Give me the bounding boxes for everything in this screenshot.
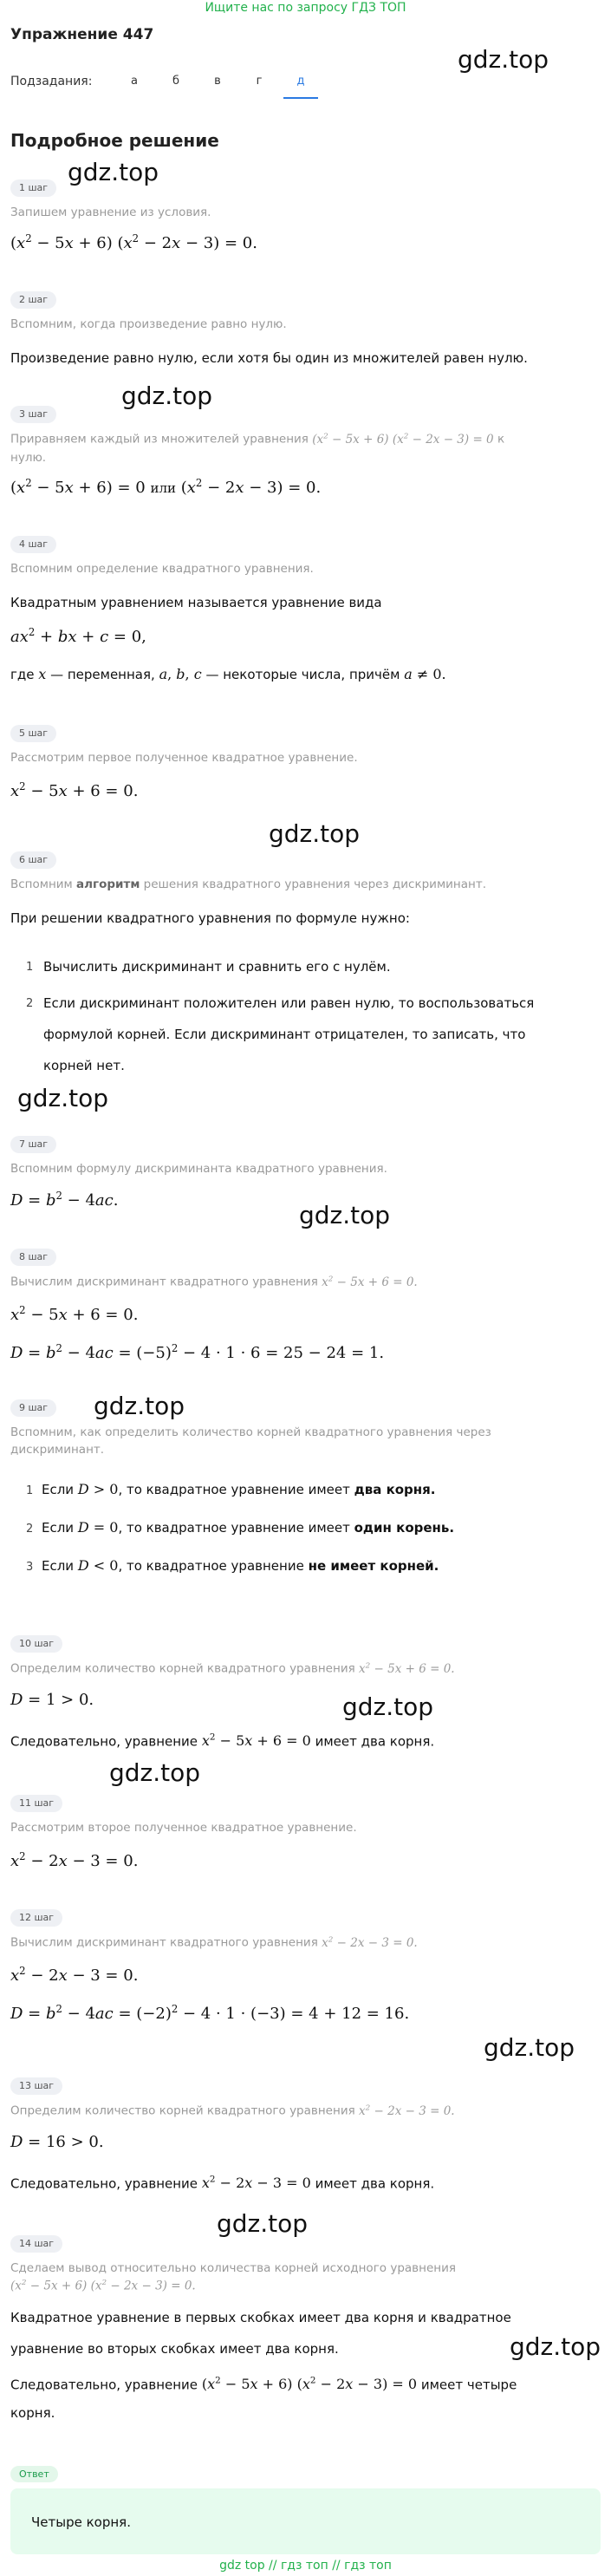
list-item-cont: формулой корней. Если дискриминант отрицателен, то записать, что [43, 1027, 526, 1042]
step-hint: Вспомним определение квадратного уравнения. [10, 562, 314, 576]
step-text: При решении квадратного уравнения по формуле нужно: [10, 910, 410, 926]
list-item-cont: корней нет. [43, 1058, 125, 1073]
equation: $D = b^2 - 4ac$. [10, 1190, 119, 1210]
answer-text: Четыре корня. [31, 2514, 131, 2530]
watermark: gdz.top [342, 1692, 434, 1721]
step-text: Следовательно, уравнение $x^2 - 5x + 6 = 0$ имеет два корня. [10, 1732, 435, 1750]
step-text: Следовательно, уравнение $(x^2 - 5x + 6) (x^2 - 2x - 3) = 0$ имеет четыре [10, 2376, 517, 2393]
step-hint-equation: $(x^2 - 5x + 6) (x^2 - 2x - 3) = 0$. [10, 2279, 196, 2293]
watermark: gdz.top [484, 2033, 575, 2062]
step-badge: 5 шаг [10, 725, 56, 742]
step-badge: 9 шаг [10, 1399, 56, 1417]
list-item: Если дискриминант положителен или равен нулю, то воспользоваться [43, 995, 535, 1011]
equation: $D = b^2 - 4ac = (-5)^2 - 4 \cdot 1 \cdot 6 = 25 - 24 = 1$. [10, 1342, 385, 1362]
footer-link[interactable]: gdz top [219, 2559, 265, 2573]
equation: $D = b^2 - 4ac = (-2)^2 - 4 \cdot 1 \cdot (-3) = 4 + 12 = 16$. [10, 2003, 410, 2023]
list-number: 2 [26, 997, 34, 1010]
watermark: gdz.top [458, 45, 549, 74]
watermark: gdz.top [121, 382, 213, 410]
equation: $(x^2 - 5x + 6) (x^2 - 2x - 3) = 0$. [10, 232, 257, 252]
footer-link[interactable]: гдз топ [344, 2559, 392, 2573]
step-badge: 10 шаг [10, 1635, 62, 1653]
subtask-tab-v[interactable]: в [214, 75, 221, 88]
list-number: 3 [26, 1561, 34, 1574]
subtask-tab-d[interactable]: д [283, 71, 318, 99]
equation: $x^2 - 5x + 6 = 0$. [10, 1304, 139, 1324]
step-hint: Рассмотрим второе полученное квадратное уравнение. [10, 1821, 357, 1835]
subtask-tab-b[interactable]: б [172, 75, 180, 88]
list-item: Если D = 0, то квадратное уравнение имеет один корень. [42, 1519, 455, 1536]
equation: $x^2 - 5x + 6 = 0$. [10, 780, 139, 800]
step-hint: Определим количество корней квадратного уравнения $x^2 - 5x + 6 = 0$. [10, 1661, 455, 1676]
step-hint-cont: нулю. [10, 451, 47, 465]
answer-badge: Ответ [10, 2466, 58, 2482]
watermark: gdz.top [269, 819, 361, 848]
step-hint: Рассмотрим первое полученное квадратное уравнение. [10, 751, 358, 765]
step-badge: 13 шаг [10, 2077, 62, 2095]
step-hint: Вспомним формулу дискриминанта квадратного уравнения. [10, 1162, 387, 1176]
list-item: Если D > 0, то квадратное уравнение имеет два корня. [42, 1481, 436, 1497]
step-hint: Определим количество корней квадратного уравнения $x^2 - 2x - 3 = 0$. [10, 2103, 455, 2118]
footer-links [0, 2559, 611, 2573]
watermark: gdz.top [94, 1392, 185, 1420]
step-badge: 1 шаг [10, 179, 56, 197]
footer-separator: // [332, 2559, 341, 2573]
list-number: 1 [26, 1484, 34, 1497]
subtask-tab-a[interactable]: а [131, 75, 138, 88]
watermark: gdz.top [109, 1758, 201, 1787]
subtask-tab-g[interactable]: г [256, 75, 263, 88]
equation: $x^2 - 2x - 3 = 0$. [10, 1850, 139, 1870]
step-hint: Вспомним алгоритм решения квадратного уравнения через дискриминант. [10, 877, 486, 891]
step-hint: Вспомним, как определить количество корней квадратного уравнения через [10, 1425, 491, 1439]
step-hint: Запишем уравнение из условия. [10, 205, 211, 219]
subtasks-label: Подзадания: [10, 75, 93, 88]
footer-separator: // [269, 2559, 277, 2573]
step-hint: Сделаем вывод относительно количества корней исходного уравнения [10, 2261, 456, 2275]
step-badge: 8 шаг [10, 1249, 56, 1266]
equation: D = 16 > 0. [10, 2133, 104, 2151]
list-item: Вычислить дискриминант и сравнить его с нулём. [43, 959, 391, 975]
equation: $ax^2$ + bx + c = 0, [10, 626, 146, 646]
list-item: Если D < 0, то квадратное уравнение не имеет корней. [42, 1557, 439, 1574]
step-text: Квадратным уравнением называется уравнение вида [10, 595, 382, 610]
step-text: Произведение равно нулю, если хотя бы один из множителей равен нулю. [10, 350, 528, 366]
watermark: gdz.top [68, 158, 159, 186]
step-hint-cont: дискриминант. [10, 1443, 105, 1457]
step-text: уравнение во вторых скобках имеет два корня. [10, 2341, 339, 2357]
footer-link[interactable]: гдз топ [280, 2559, 328, 2573]
step-badge: 11 шаг [10, 1795, 62, 1812]
equation: $(x^2 - 5x + 6) = 0$ или $(x^2 - 2x - 3) = 0$. [10, 477, 322, 497]
section-title: Подробное решение [10, 130, 219, 151]
step-text: Квадратное уравнение в первых скобках имеет два корня и квадратное [10, 2310, 511, 2325]
step-badge: 4 шаг [10, 536, 56, 553]
equation: D = 1 > 0. [10, 1691, 94, 1709]
step-text: где x — переменная, a, b, c — некоторые числа, причём a ≠ 0. [10, 666, 446, 682]
watermark: gdz.top [510, 2332, 601, 2361]
step-hint: Вычислим дискриминант квадратного уравнения $x^2 - 5x + 6 = 0$. [10, 1275, 418, 1289]
step-hint: Приравняем каждый из множителей уравнения $(x^2 - 5x + 6) (x^2 - 2x - 3) = 0$ к [10, 432, 505, 447]
list-number: 1 [26, 961, 34, 974]
step-badge: 14 шаг [10, 2235, 62, 2253]
watermark: gdz.top [299, 1201, 391, 1229]
step-badge: 6 шаг [10, 851, 56, 869]
step-badge: 7 шаг [10, 1136, 56, 1153]
step-badge: 2 шаг [10, 291, 56, 309]
step-badge: 12 шаг [10, 1909, 62, 1927]
list-number: 2 [26, 1523, 34, 1536]
step-hint: Вычислим дискриминант квадратного уравнения $x^2 - 2x - 3 = 0$. [10, 1935, 418, 1950]
top-banner[interactable]: Ищите нас по запросу ГДЗ ТОП [205, 1, 406, 15]
watermark: gdz.top [217, 2209, 309, 2238]
equation: $x^2 - 2x - 3 = 0$. [10, 1965, 139, 1985]
step-text-cont: корня. [10, 2405, 55, 2421]
step-badge: 3 шаг [10, 406, 56, 423]
step-text: Следовательно, уравнение $x^2 - 2x - 3 = 0$ имеет два корня. [10, 2175, 435, 2192]
page-title: Упражнение 447 [10, 26, 154, 43]
step-hint: Вспомним, когда произведение равно нулю. [10, 317, 287, 331]
watermark: gdz.top [17, 1084, 109, 1112]
